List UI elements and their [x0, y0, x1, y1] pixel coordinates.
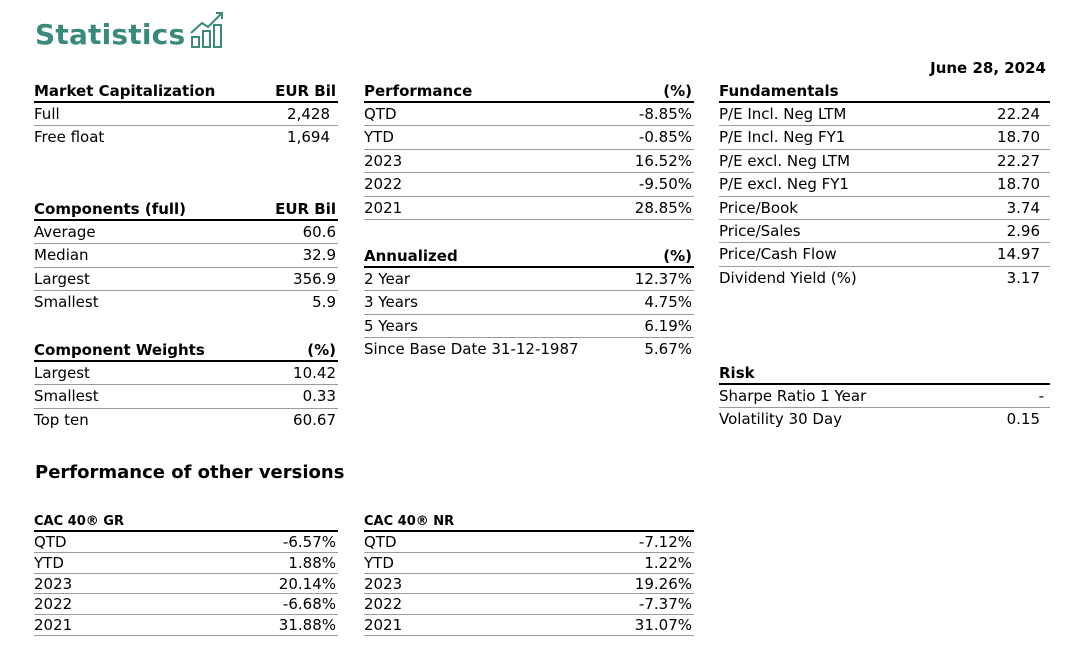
header-unit: (%) [663, 247, 692, 265]
row-label: QTD [364, 533, 397, 551]
table-row [34, 268, 338, 291]
cac40-nr-table [364, 512, 694, 636]
annualized-table [364, 244, 694, 362]
header-label: Annualized [364, 247, 458, 265]
table-row [364, 126, 694, 149]
row-label: 2022 [364, 175, 403, 194]
row-value: 4.75% [644, 293, 692, 312]
row-value: 60.67 [293, 410, 336, 429]
row-label: Price/Cash Flow [719, 245, 837, 264]
header-label: Components (full) [34, 200, 187, 218]
row-label: P/E Incl. Neg FY1 [719, 128, 846, 147]
cac40-gr-table [34, 512, 338, 636]
row-value: 19.26% [634, 574, 692, 593]
table-row [719, 243, 1050, 266]
table-row [719, 103, 1050, 126]
row-value: 3.74 [1006, 198, 1040, 217]
header-label: Risk [719, 364, 755, 382]
table-row [719, 173, 1050, 196]
row-label: YTD [364, 128, 394, 147]
row-label: Price/Book [719, 198, 798, 217]
table-row [34, 126, 338, 149]
table-row [34, 362, 338, 385]
row-label: YTD [34, 553, 64, 572]
header-unit: (%) [307, 341, 336, 359]
market-cap-table [34, 79, 338, 150]
row-label: Largest [34, 364, 90, 382]
row-value: 1.22% [644, 553, 692, 572]
header-label: CAC 40® NR [364, 514, 455, 529]
table-row [364, 574, 694, 595]
row-value: 16.52% [634, 151, 692, 170]
weights-table [34, 338, 338, 432]
table-row [364, 615, 694, 636]
row-value: 18.70 [997, 128, 1040, 147]
table-row [364, 594, 694, 615]
row-label: 2021 [364, 198, 403, 217]
table-row [364, 553, 694, 574]
row-label: Sharpe Ratio 1 Year [719, 387, 867, 405]
row-value: 20.14% [278, 574, 336, 593]
header-unit: EUR Bil [275, 200, 336, 218]
row-label: QTD [364, 105, 397, 123]
row-value: 31.07% [634, 616, 692, 635]
row-value: 2,428 [287, 105, 330, 123]
row-label: Dividend Yield (%) [719, 268, 857, 287]
table-row [364, 338, 694, 361]
table-header [719, 79, 1050, 103]
row-value: 1.88% [288, 553, 336, 572]
table-row [34, 409, 338, 432]
header-label: Market Capitalization [34, 82, 216, 100]
row-value: 32.9 [302, 246, 336, 265]
header-label: CAC 40® GR [34, 514, 124, 529]
row-label: P/E Incl. Neg LTM [719, 105, 847, 123]
row-label: Median [34, 246, 89, 265]
header-unit: (%) [663, 82, 692, 100]
row-label: Full [34, 105, 60, 123]
table-row [364, 268, 694, 291]
table-row [719, 126, 1050, 149]
table-row [34, 221, 338, 244]
table-header [364, 79, 694, 103]
header-label: Component Weights [34, 341, 205, 359]
row-label: P/E excl. Neg LTM [719, 151, 851, 170]
table-header [364, 512, 694, 532]
row-label: Since Base Date 31-12-1987 [364, 340, 579, 359]
table-header [364, 244, 694, 268]
row-label: 2021 [364, 616, 403, 635]
table-row [719, 220, 1050, 243]
row-value: 0.15 [1006, 410, 1040, 429]
row-value: 12.37% [634, 270, 692, 288]
row-value: - [1038, 387, 1044, 405]
table-row [34, 385, 338, 408]
table-row [34, 553, 338, 574]
components-table [34, 197, 338, 315]
header-unit: EUR Bil [275, 82, 336, 100]
row-label: Top ten [34, 410, 89, 429]
row-value: -0.85% [638, 128, 692, 147]
row-label: 5 Years [364, 316, 418, 335]
row-label: Smallest [34, 293, 99, 312]
table-row [364, 197, 694, 220]
row-value: -7.12% [638, 533, 692, 551]
row-value: 18.70 [997, 175, 1040, 194]
row-value: 5.9 [312, 293, 336, 312]
table-row [719, 197, 1050, 220]
table-row [34, 291, 338, 314]
row-label: 2023 [364, 151, 403, 170]
table-header [34, 197, 338, 221]
page-title: Statistics [35, 18, 186, 51]
row-value: 6.19% [644, 316, 692, 335]
table-header [34, 79, 338, 103]
table-row [719, 150, 1050, 173]
table-row [34, 532, 338, 553]
row-value: 3.17 [1006, 268, 1040, 287]
row-label: 2023 [34, 574, 73, 593]
report-date: June 28, 2024 [930, 59, 1046, 77]
row-value: 2.96 [1006, 221, 1040, 240]
header-label: Performance [364, 82, 473, 100]
row-label: P/E excl. Neg FY1 [719, 175, 849, 194]
risk-table [719, 361, 1050, 432]
row-label: 2023 [364, 574, 403, 593]
row-value: 14.97 [997, 245, 1040, 264]
performance-table [364, 79, 694, 220]
row-value: 22.27 [997, 151, 1040, 170]
table-row [364, 532, 694, 553]
table-row [364, 150, 694, 173]
row-label: 2021 [34, 616, 73, 635]
row-label: Price/Sales [719, 221, 801, 240]
table-row [34, 103, 338, 126]
header-label: Fundamentals [719, 82, 839, 100]
table-header [34, 338, 338, 362]
row-value: -8.85% [638, 105, 692, 123]
row-value: 60.6 [302, 223, 336, 241]
row-label: Average [34, 223, 96, 241]
table-row [34, 244, 338, 267]
row-label: 2022 [34, 595, 73, 614]
row-value: 31.88% [278, 616, 336, 635]
table-row [364, 315, 694, 338]
row-value: 1,694 [287, 128, 330, 147]
table-row [364, 173, 694, 196]
table-header [34, 512, 338, 532]
chart-growth-icon [188, 9, 228, 49]
row-value: 28.85% [634, 198, 692, 217]
row-value: 10.42 [293, 364, 336, 382]
table-row [34, 574, 338, 595]
row-label: 2022 [364, 595, 403, 614]
row-label: YTD [364, 553, 394, 572]
row-label: Volatility 30 Day [719, 410, 843, 429]
row-value: 356.9 [293, 269, 336, 288]
row-label: 2 Year [364, 270, 411, 288]
row-value: -6.68% [282, 595, 336, 614]
row-label: Free float [34, 128, 105, 147]
table-row [34, 594, 338, 615]
table-row [719, 408, 1050, 431]
row-value: 5.67% [644, 340, 692, 359]
row-label: QTD [34, 533, 67, 551]
row-label: Smallest [34, 387, 99, 406]
other-versions-title: Performance of other versions [35, 462, 345, 483]
row-value: -6.57% [282, 533, 336, 551]
table-row [364, 291, 694, 314]
row-value: -7.37% [638, 595, 692, 614]
table-row [34, 615, 338, 636]
fundamentals-table [719, 79, 1050, 290]
table-row [719, 385, 1050, 408]
table-row [364, 103, 694, 126]
table-row [719, 267, 1050, 290]
table-header [719, 361, 1050, 385]
row-label: Largest [34, 269, 90, 288]
row-value: 22.24 [997, 105, 1040, 123]
row-value: 0.33 [302, 387, 336, 406]
row-value: -9.50% [638, 175, 692, 194]
row-label: 3 Years [364, 293, 418, 312]
